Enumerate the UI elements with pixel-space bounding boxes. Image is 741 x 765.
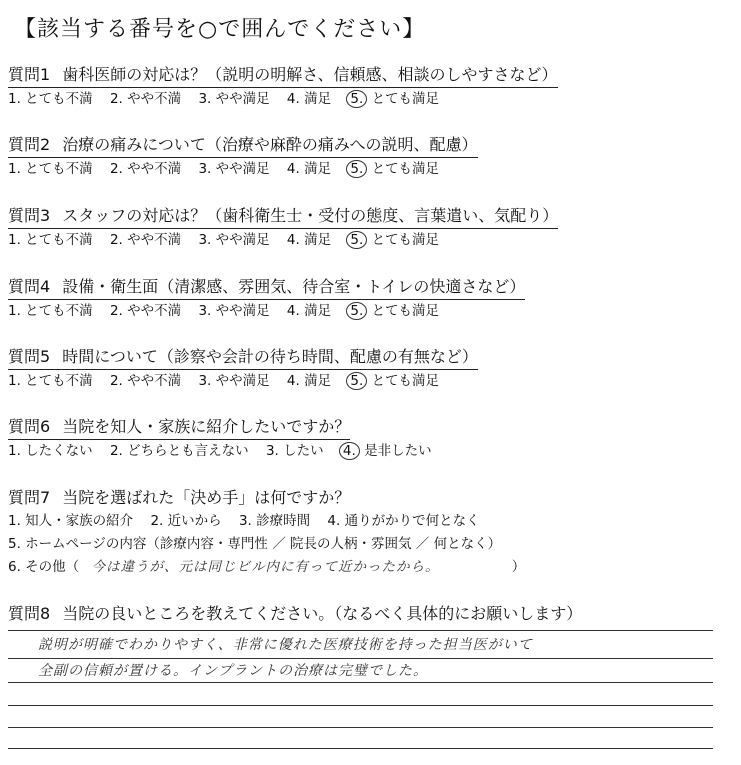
answer-options xyxy=(8,89,733,109)
option-5-selected[interactable] xyxy=(348,232,439,248)
option-3[interactable]: 3. 診療時間 xyxy=(238,513,311,529)
option-2[interactable]: 2. どちらとも言えない xyxy=(109,443,249,459)
question-title xyxy=(8,205,558,229)
answer-rule xyxy=(8,705,713,706)
option-5-selected[interactable] xyxy=(348,373,439,389)
question-title xyxy=(8,416,350,440)
option-4[interactable]: 4. 満足 xyxy=(286,232,332,248)
answer-rule xyxy=(8,630,713,631)
option-3[interactable]: 3. やや満足 xyxy=(198,303,270,319)
other-close-paren: ） xyxy=(511,559,526,575)
option-1[interactable]: 1. とても不満 xyxy=(8,91,93,107)
question-8 xyxy=(8,603,733,626)
question-text: 治療の痛みについて（治療や麻酔の痛みへの説明、配慮） xyxy=(62,135,478,154)
option-1[interactable]: 1. 知人・家族の紹介 xyxy=(8,513,134,529)
option-4[interactable]: 4. 満足 xyxy=(286,303,332,319)
form-header: 【該当する番号を○で囲んでください】 xyxy=(14,17,426,42)
option-6-other xyxy=(8,557,733,577)
question-2 xyxy=(8,134,733,179)
question-text: 当院を知人・家族に紹介したいですか？ xyxy=(62,417,351,436)
option-2[interactable]: 2. 近いから xyxy=(150,513,222,529)
question-number: 質問1 xyxy=(8,65,51,84)
answer-rule xyxy=(8,658,713,659)
option-2[interactable]: 2. やや不満 xyxy=(109,161,182,177)
option-label: とても満足 xyxy=(371,161,440,177)
option-label: 是非したい xyxy=(364,443,432,459)
question-number: 質問7 xyxy=(8,488,51,507)
answer-rule xyxy=(8,682,713,683)
option-1[interactable]: 1. したくない xyxy=(8,443,93,459)
option-label: とても満足 xyxy=(371,373,440,389)
other-handwritten-answer[interactable]: 今は違うが、元は同じビル内に有って近かったから。 xyxy=(91,559,440,575)
handwritten-answer-line-2[interactable]: 全副の信頼が置ける。インプラントの治療は完璧でした。 xyxy=(38,663,428,679)
answer-rule xyxy=(8,748,713,749)
question-6 xyxy=(8,416,733,461)
option-label: とても満足 xyxy=(371,303,440,319)
answer-options xyxy=(8,371,733,391)
question-5 xyxy=(8,346,733,391)
question-text: 当院の良いところを教えてください。（なるべく具体的にお願いします） xyxy=(62,604,583,623)
option-3[interactable]: 3. やや満足 xyxy=(198,373,270,389)
circled-number: 4. xyxy=(339,442,360,460)
option-3[interactable]: 3. やや満足 xyxy=(198,91,270,107)
question-title xyxy=(8,134,478,158)
option-2[interactable]: 2. やや不満 xyxy=(109,303,182,319)
option-3[interactable]: 3. やや満足 xyxy=(198,161,270,177)
option-4[interactable]: 4. 満足 xyxy=(286,373,332,389)
circled-number: 5. xyxy=(346,372,367,390)
question-number: 質問4 xyxy=(8,277,51,296)
question-number: 質問6 xyxy=(8,417,51,436)
question-title xyxy=(8,487,350,510)
option-1[interactable]: 1. とても不満 xyxy=(8,161,93,177)
answer-options xyxy=(8,441,733,461)
option-4[interactable]: 4. 満足 xyxy=(286,91,332,107)
option-4[interactable]: 4. 通りがかりで何となく xyxy=(327,513,480,529)
question-text: 時間について（診察や会計の待ち時間、配慮の有無など） xyxy=(62,347,478,366)
option-1[interactable]: 1. とても不満 xyxy=(8,373,93,389)
handwritten-answer-line-1[interactable]: 説明が明確でわかりやすく、非常に優れた医療技術を持った担当医がいて xyxy=(38,637,533,653)
answer-options xyxy=(8,230,733,250)
circled-number: 5. xyxy=(346,302,367,320)
option-4[interactable]: 4. 満足 xyxy=(286,161,332,177)
answer-options-line-1 xyxy=(8,511,733,531)
question-number: 質問3 xyxy=(8,206,51,225)
circled-number: 5. xyxy=(346,231,367,249)
option-5-selected[interactable] xyxy=(348,303,439,319)
question-title xyxy=(8,64,558,88)
option-2[interactable]: 2. やや不満 xyxy=(109,232,182,248)
option-3[interactable]: 3. やや満足 xyxy=(198,232,270,248)
question-7 xyxy=(8,487,733,577)
question-number: 質問5 xyxy=(8,347,51,366)
question-title xyxy=(8,276,525,300)
question-1 xyxy=(8,64,733,109)
question-text: 歯科医師の対応は？（説明の明解さ、信頼感、相談のしやすさなど） xyxy=(62,65,558,84)
option-5-selected[interactable] xyxy=(348,161,439,177)
option-1[interactable]: 1. とても不満 xyxy=(8,232,93,248)
option-4-selected[interactable] xyxy=(341,443,432,459)
circled-number: 5. xyxy=(346,90,367,108)
question-title xyxy=(8,603,582,626)
question-text: スタッフの対応は？（歯科衛生士・受付の態度、言葉遣い、気配り） xyxy=(62,206,559,225)
other-label: 6. その他（ xyxy=(8,559,80,575)
option-1[interactable]: 1. とても不満 xyxy=(8,303,93,319)
option-2[interactable]: 2. やや不満 xyxy=(109,373,182,389)
question-number: 質問8 xyxy=(8,604,51,623)
question-4 xyxy=(8,276,733,321)
answer-options xyxy=(8,159,733,179)
question-text: 設備・衛生面（清潔感、雰囲気、待合室・トイレの快適さなど） xyxy=(62,277,526,296)
option-2[interactable]: 2. やや不満 xyxy=(109,91,182,107)
circled-number: 5. xyxy=(346,160,367,178)
question-text: 当院を選ばれた「決め手」は何ですか？ xyxy=(62,488,351,507)
question-title xyxy=(8,346,478,370)
question-number: 質問2 xyxy=(8,135,51,154)
option-label: とても満足 xyxy=(371,91,440,107)
option-5-selected[interactable] xyxy=(348,91,439,107)
question-3 xyxy=(8,205,733,250)
option-5[interactable]: 5. ホームページの内容（診療内容・専門性 ／ 院長の人柄・雰囲気 ／ 何となく） xyxy=(8,536,502,552)
option-3[interactable]: 3. したい xyxy=(265,443,324,459)
answer-options xyxy=(8,301,733,321)
option-label: とても満足 xyxy=(371,232,440,248)
answer-rule xyxy=(8,727,713,728)
